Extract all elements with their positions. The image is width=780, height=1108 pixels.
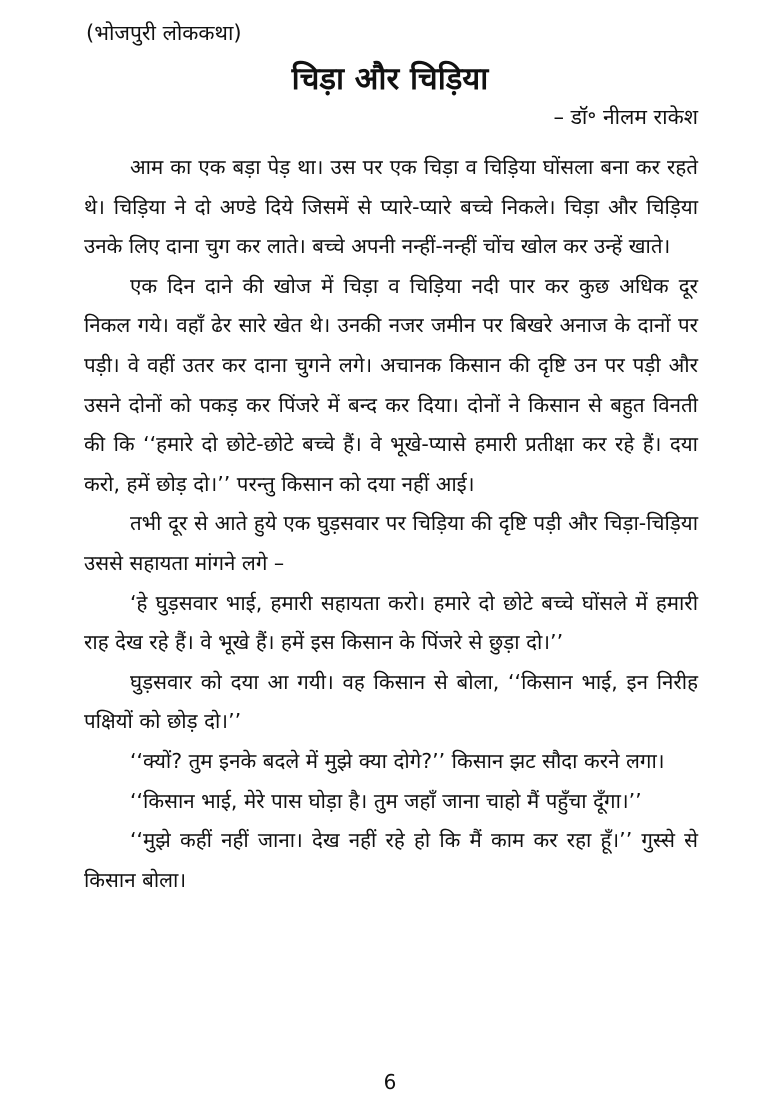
story-paragraph-2: एक दिन दाने की खोज में चिड़ा व चिड़िया नदी पार कर कुछ अधिक दूर निकल गये। वहाँ ढेर सारे खेत थे। उनकी नजर जमीन पर बिखरे अनाज के दानों पर पड़ी। वे वहीं उतर कर दाना चुगने लगे। अचानक किसान की दृष्टि उन पर पड़ी और उसने दोनों को पकड़ कर पिंजरे में बन्द कर दिया। दोनों ने किसान से बहुत विनती की कि ‘‘हमारे दो छोटे-छोटे बच्चे हैं। वे भूखे-प्यासे हमारी प्रतीक्षा कर रहे हैं। दया करो, हमें छोड़ दो।’’ परन्तु किसान को दया नहीं आई। — [84, 273, 698, 496]
story-paragraph-6: ‘‘क्यों? तुम इनके बदले में मुझे क्या दोगे?’’ किसान झट सौदा करने लगा। — [130, 748, 665, 773]
story-category: (भोजपुरी लोककथा) — [86, 21, 242, 45]
story-paragraph-4: ‘हे घुड़सवार भाई, हमारी सहायता करो। हमारे दो छोटे बच्चे घोंसले में हमारी राह देख रहे हैं। वे भूखे हैं। हमें इस किसान के पिंजरे से छुड़ा दो।’’ — [84, 590, 698, 655]
story-paragraph-3: तभी दूर से आते हुये एक घुड़सवार पर चिड़िया की दृष्टि पड़ी और चिड़ा-चिड़िया उससे सहायता मांगने लगे – — [84, 511, 698, 575]
story-paragraph-8: ‘‘मुझे कहीं नहीं जाना। देख नहीं रहे हो कि मैं काम कर रहा हूँ।’’ गुस्से से किसान बोला। — [84, 828, 698, 892]
story-paragraph-1: आम का एक बड़ा पेड़ था। उस पर एक चिड़ा व चिड़िया घोंसला बना कर रहते थे। चिड़िया ने दो अण्डे दिये जिसमें से प्यारे-प्यारे बच्चे निकले। चिड़ा और चिड़िया उनके लिए दाना चुग कर लाते। बच्चे अपनी नन्हीं-नन्हीं चोंच खोल कर उन्हें खाते। — [84, 155, 698, 259]
story-body — [84, 148, 698, 900]
story-title: चिड़ा और चिड़िया — [291, 61, 489, 97]
story-paragraph-5: घुड़सवार को दया आ गयी। वह किसान से बोला, ‘‘किसान भाई, इन निरीह पक्षियों को छोड़ दो।’’ — [84, 669, 698, 734]
page-number: 6 — [383, 1070, 397, 1094]
story-author: – डॉ॰ नीलम राकेश — [553, 105, 698, 129]
story-paragraph-7: ‘‘किसान भाई, मेरे पास घोड़ा है। तुम जहाँ जाना चाहो मैं पहुँचा दूँगा।’’ — [130, 788, 642, 813]
